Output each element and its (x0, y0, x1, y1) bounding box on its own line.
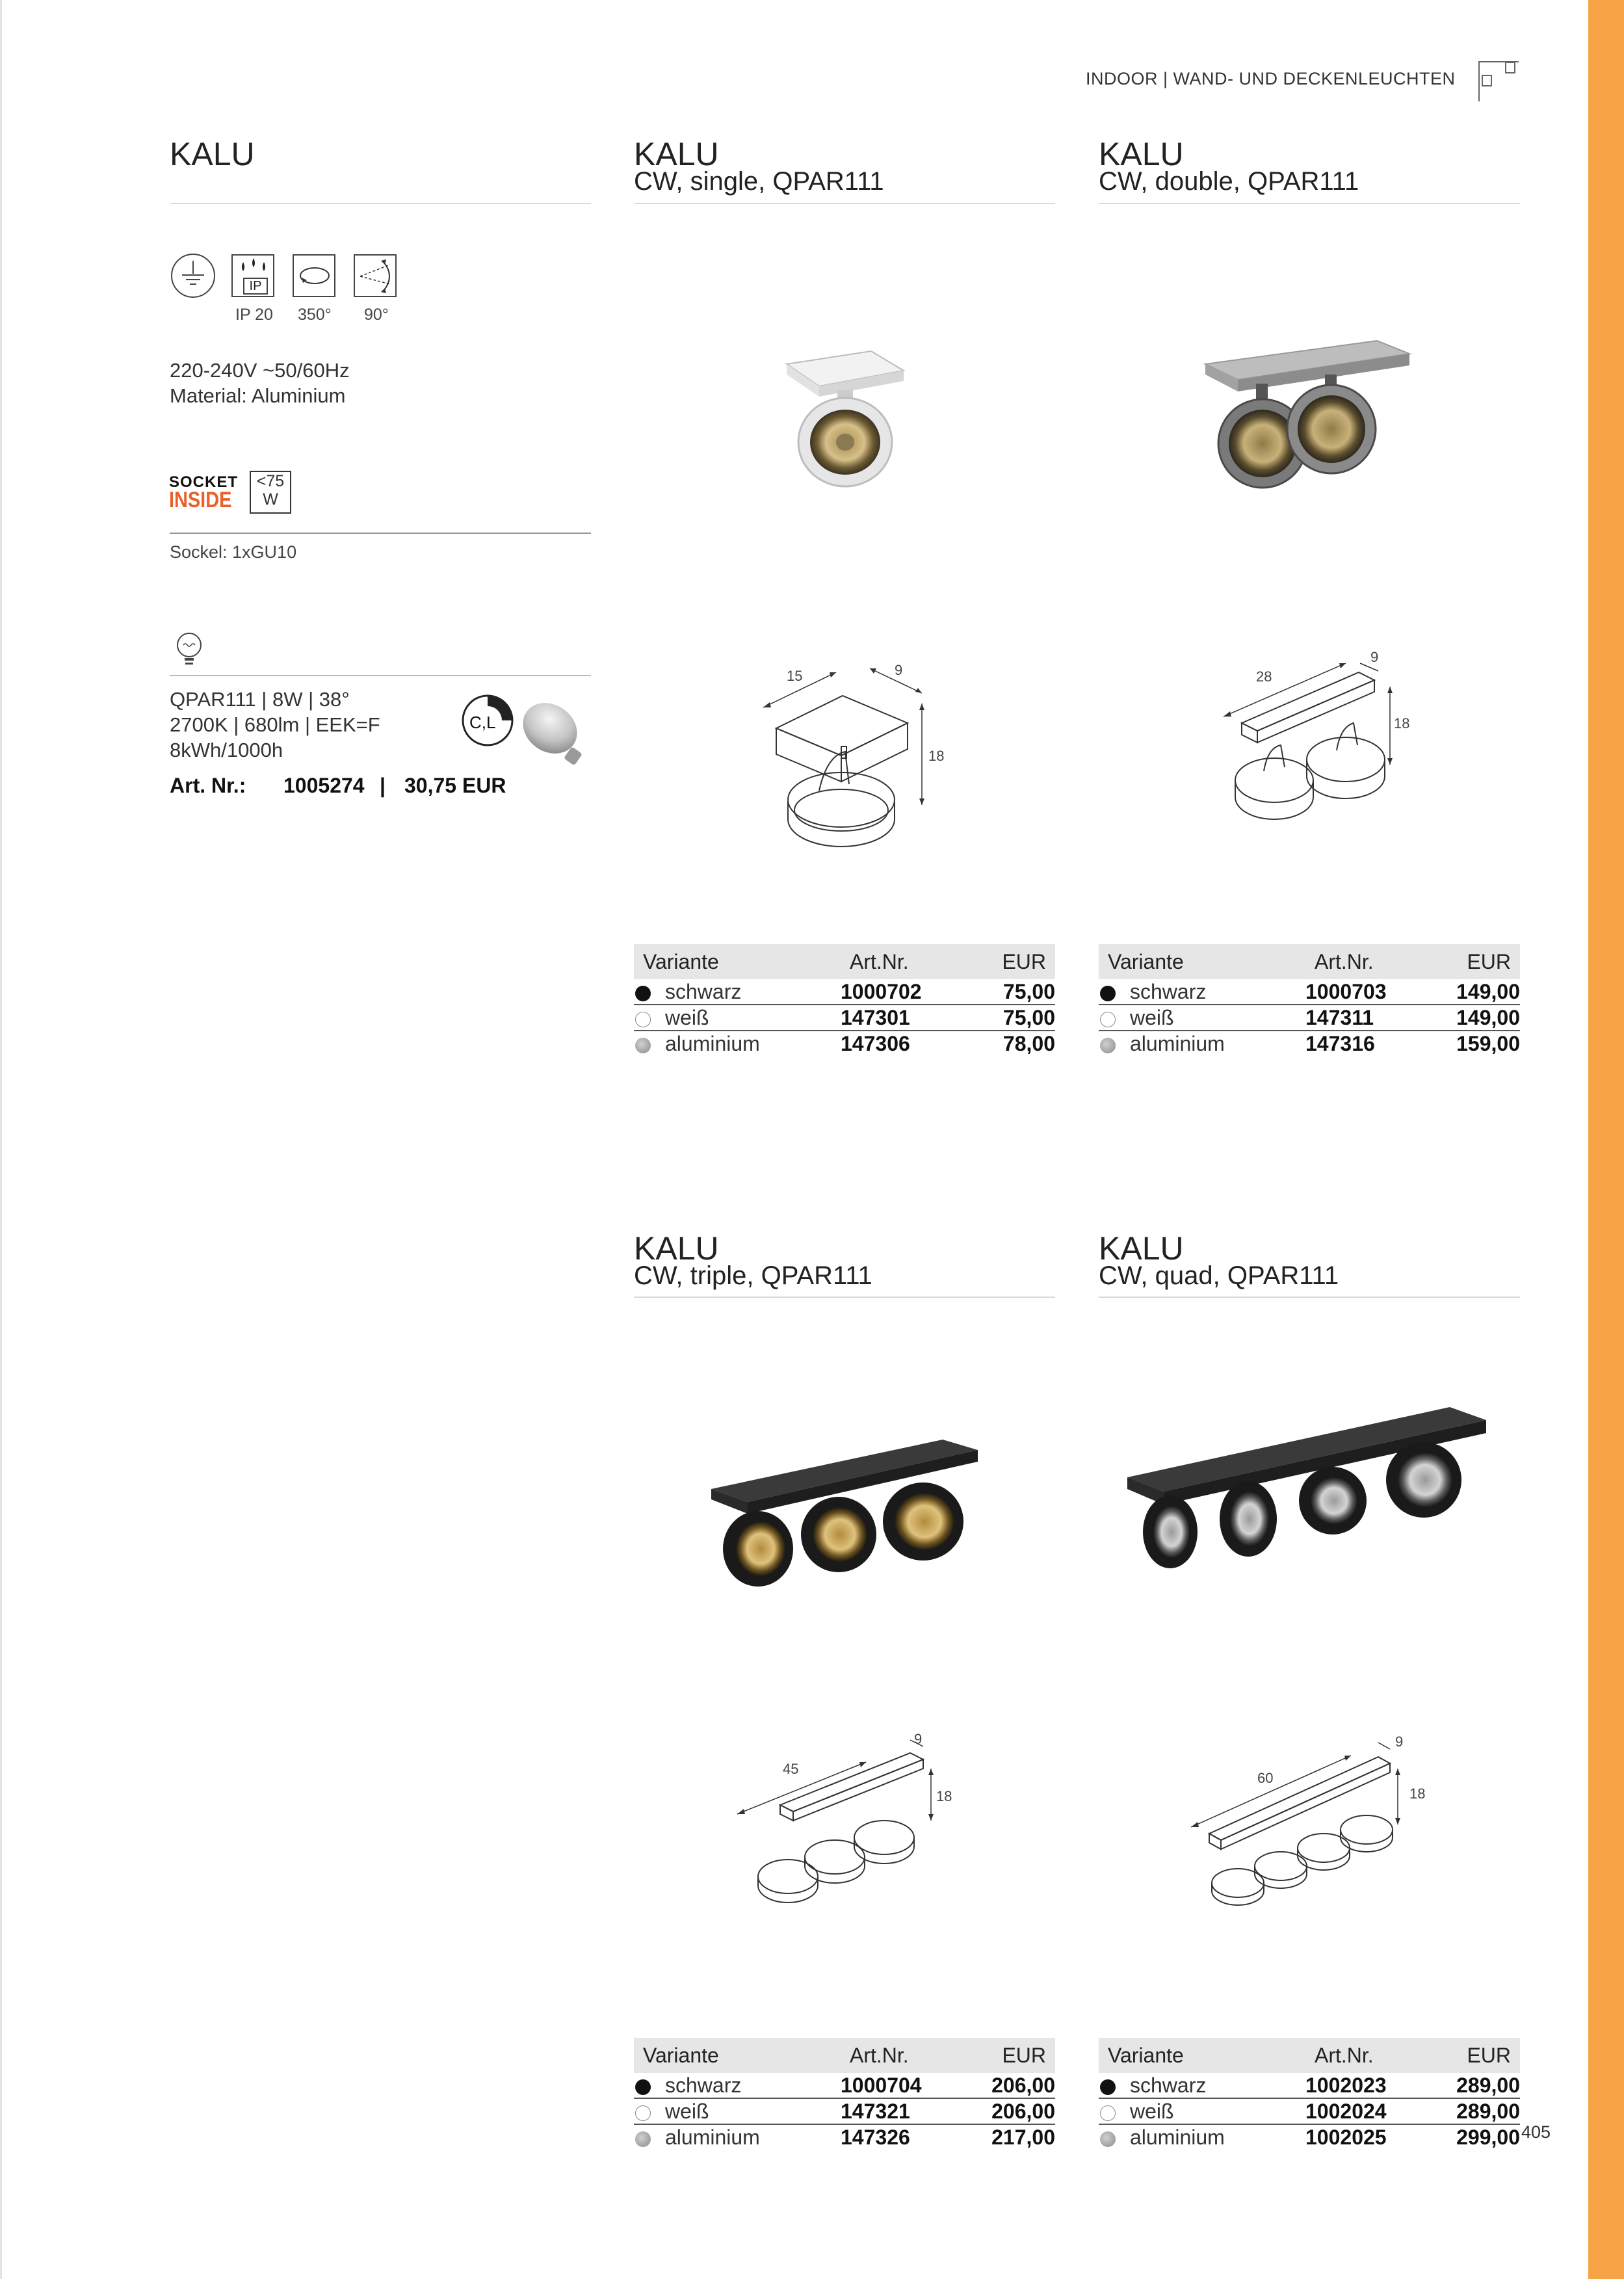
tilt-90-icon (354, 254, 397, 297)
ip-badge: IP (243, 278, 268, 295)
table-row: schwarz 1000702 75,00 (634, 979, 1055, 1005)
section-header: INDOOR | WAND- UND DECKENLEUCHTEN (1086, 69, 1456, 88)
product-triple-variants-table (634, 2038, 1055, 2150)
product-double-dimension-drawing (1216, 650, 1430, 845)
tilt-label: 90° (364, 306, 389, 324)
rotation-350-icon (293, 254, 335, 297)
triple-dim-depth: 9 (914, 1731, 923, 1747)
art-number: 1005274 (283, 774, 365, 797)
cl-label: C,L (469, 713, 496, 732)
col-eur: EUR (1429, 944, 1520, 979)
color-swatch-white (635, 2105, 651, 2121)
col-variante: Variante (1099, 944, 1305, 979)
product-quad-photo (1125, 1402, 1489, 1577)
art-separator: | (380, 774, 386, 797)
triple-dim-height: 18 (936, 1788, 952, 1804)
product-quad-subtitle: CW, quad, QPAR111 (1099, 1261, 1339, 1290)
table-row: aluminium 147306 78,00 (634, 1031, 1055, 1056)
product-double-title: KALU (1099, 136, 1184, 172)
max-watt-value: <75 (256, 472, 285, 490)
bulb-icon (173, 631, 205, 670)
color-swatch-aluminium (635, 1038, 651, 1053)
product-quad-rule (1099, 1297, 1520, 1298)
table-row: weiß 147321 206,00 (634, 2098, 1055, 2124)
quad-dim-height: 18 (1409, 1785, 1426, 1802)
color-swatch-white (1100, 1012, 1116, 1027)
color-swatch-white (635, 1012, 651, 1027)
intro-title: KALU (170, 136, 255, 172)
product-double-photo (1201, 332, 1416, 494)
voltage-text: 220-240V ~50/60Hz (170, 359, 350, 382)
table-row: weiß 1002024 289,00 (1099, 2098, 1520, 2124)
col-variante: Variante (1099, 2038, 1305, 2073)
lamp-rule (170, 675, 591, 676)
material-text: Material: Aluminium (170, 384, 346, 407)
product-double-subtitle: CW, double, QPAR111 (1099, 167, 1359, 196)
product-triple-rule (634, 1297, 1055, 1298)
product-triple-dimension-drawing (728, 1723, 962, 1912)
ip-rating-icon (231, 254, 274, 297)
single-dim-length: 15 (787, 668, 803, 684)
double-dim-depth: 9 (1370, 649, 1379, 665)
color-swatch-black (1100, 2079, 1116, 2095)
product-single-variants-table (634, 944, 1055, 1056)
col-artnr: Art.Nr. (1305, 944, 1429, 979)
quad-dim-depth: 9 (1395, 1733, 1404, 1750)
quad-dim-length: 60 (1257, 1770, 1274, 1786)
art-price: 30,75 EUR (404, 774, 506, 797)
product-single-title: KALU (634, 136, 719, 172)
col-artnr: Art.Nr. (841, 944, 964, 979)
product-single-subtitle: CW, single, QPAR111 (634, 167, 884, 196)
single-dim-depth: 9 (895, 662, 903, 678)
product-quad-dimension-drawing (1183, 1730, 1430, 1912)
qpar111-lamp-image (520, 697, 589, 769)
product-double-rule (1099, 203, 1520, 204)
col-eur: EUR (964, 2038, 1055, 2073)
product-triple-title: KALU (634, 1230, 719, 1267)
product-triple-subtitle: CW, triple, QPAR111 (634, 1261, 872, 1290)
color-swatch-aluminium (1100, 1038, 1116, 1053)
rotation-label: 350° (298, 306, 332, 324)
table-row: schwarz 1002023 289,00 (1099, 2073, 1520, 2098)
color-swatch-aluminium (635, 2131, 651, 2147)
accent-side-bar (1588, 0, 1624, 2279)
product-triple-photo (709, 1430, 982, 1593)
color-swatch-black (635, 2079, 651, 2095)
table-row: aluminium 147326 217,00 (634, 2124, 1055, 2150)
product-quad-variants-table (1099, 2038, 1520, 2150)
socket-text: Sockel: 1xGU10 (170, 542, 297, 562)
table-row: weiß 147311 149,00 (1099, 1005, 1520, 1031)
product-single-rule (634, 203, 1055, 204)
color-swatch-white (1100, 2105, 1116, 2121)
col-artnr: Art.Nr. (841, 2038, 964, 2073)
socket-logo-top: SOCKET (169, 473, 239, 491)
color-swatch-aluminium (1100, 2131, 1116, 2147)
ceiling-wall-icon (1477, 60, 1520, 103)
table-row: aluminium 1002025 299,00 (1099, 2124, 1520, 2150)
col-eur: EUR (1429, 2038, 1520, 2073)
table-row: schwarz 1000703 149,00 (1099, 979, 1520, 1005)
max-watt-unit: W (263, 490, 278, 508)
double-dim-length: 28 (1256, 668, 1272, 685)
product-quad-title: KALU (1099, 1230, 1184, 1267)
page-left-edge (0, 0, 2, 2279)
ip-label: IP 20 (235, 306, 273, 324)
double-dim-height: 18 (1394, 715, 1410, 731)
lamp-spec-3: 8kWh/1000h (170, 739, 283, 761)
col-eur: EUR (964, 944, 1055, 979)
art-label: Art. Nr.: (170, 774, 246, 797)
col-variante: Variante (634, 2038, 841, 2073)
lamp-spec-1: QPAR111 | 8W | 38° (170, 688, 350, 711)
max-watt-box (250, 471, 291, 514)
col-artnr: Art.Nr. (1305, 2038, 1429, 2073)
table-row: weiß 147301 75,00 (634, 1005, 1055, 1031)
intro-title-rule (170, 203, 591, 204)
socket-logo-bottom: INSIDE (169, 488, 232, 512)
page-number: 405 (1521, 2122, 1551, 2142)
color-swatch-black (1100, 986, 1116, 1001)
col-variante: Variante (634, 944, 841, 979)
product-single-photo (774, 338, 917, 501)
table-row: schwarz 1000704 206,00 (634, 2073, 1055, 2098)
product-double-variants-table (1099, 944, 1520, 1056)
earth-ground-icon (170, 253, 216, 298)
lamp-spec-2: 2700K | 680lm | EEK=F (170, 713, 380, 736)
color-swatch-black (635, 986, 651, 1001)
socket-rule (170, 533, 591, 534)
table-row: aluminium 147316 159,00 (1099, 1031, 1520, 1056)
triple-dim-length: 45 (783, 1761, 799, 1777)
single-dim-height: 18 (928, 748, 945, 764)
